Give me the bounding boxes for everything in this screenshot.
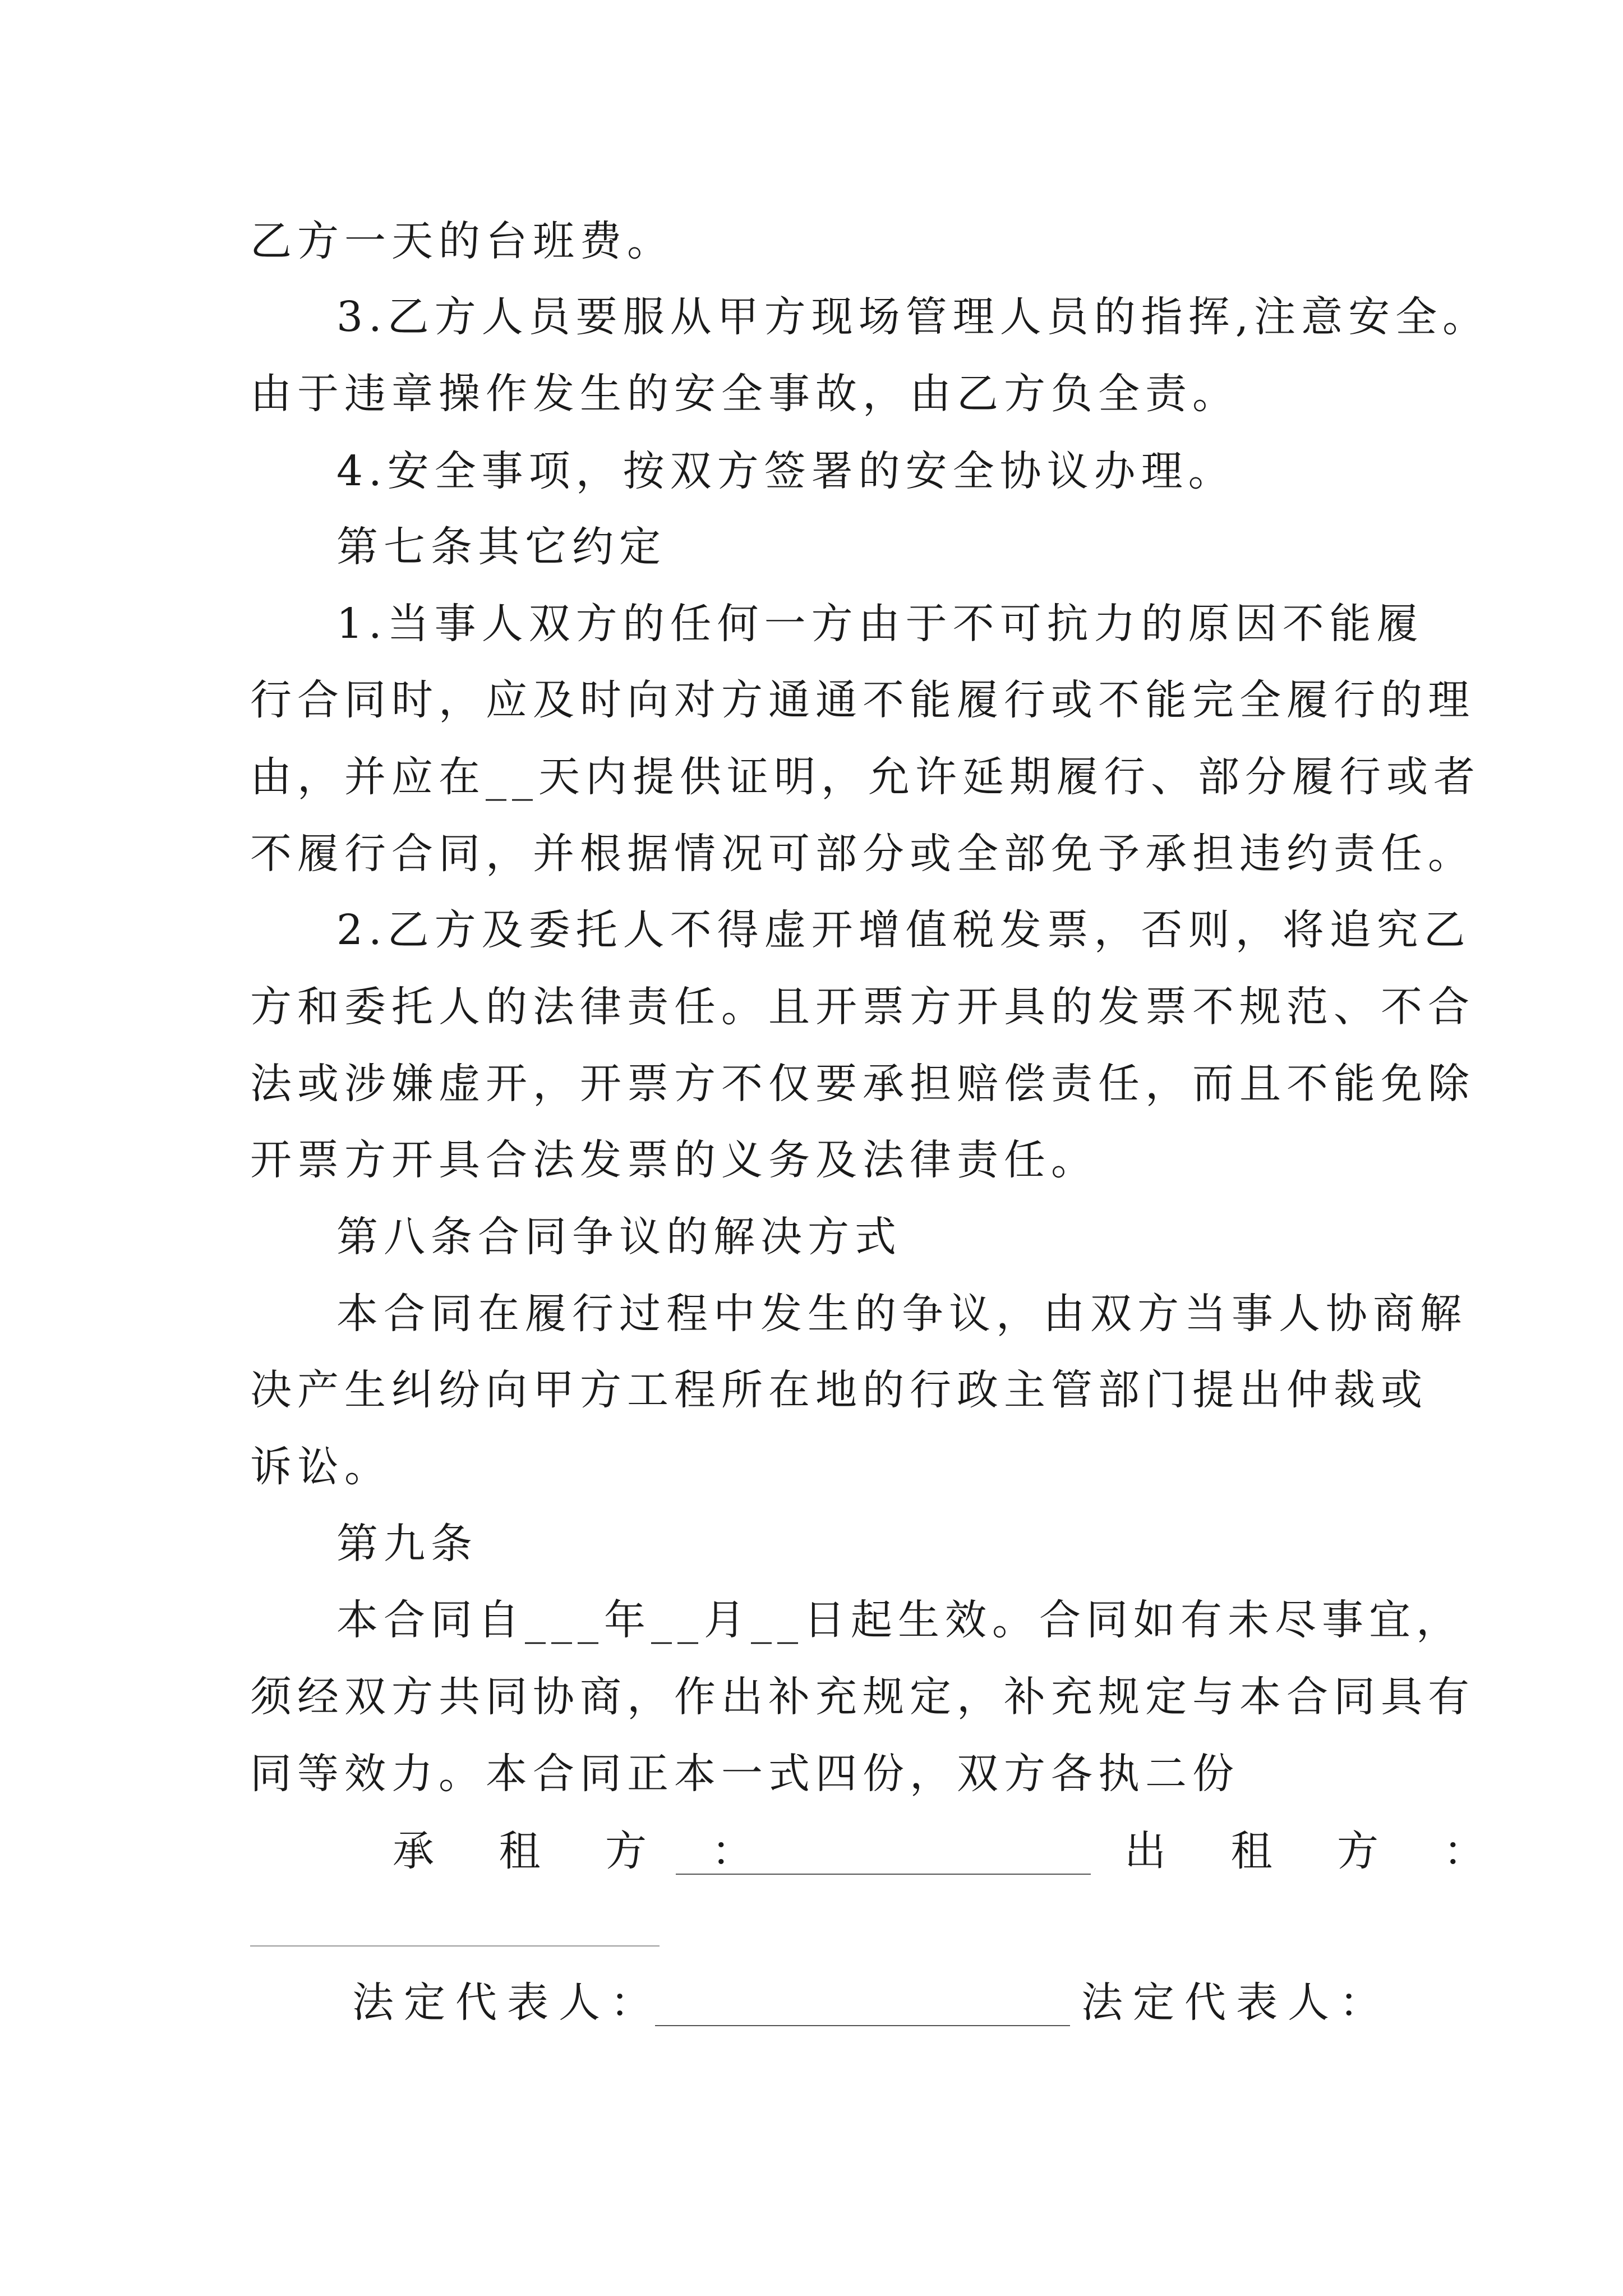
text-line-11: 方和委托人的法律责任。且开票方开具的发票不规范、不合	[250, 983, 1475, 1031]
text-line-17: 诉讼。	[250, 1443, 391, 1491]
text-line-1: 乙方一天的台班费。	[250, 217, 674, 265]
section-heading-7: 第七条其它约定	[336, 523, 666, 571]
text-line-2: 3.乙方人员要服从甲方现场管理人员的指挥,注意安全。	[336, 293, 1490, 341]
text-line-9: 不履行合同，并根据情况可部分或全部免予承担违约责任。	[250, 830, 1475, 878]
text-line-4: 4.安全事项，按双方签署的安全协议办理。	[336, 447, 1235, 495]
text-line-6: 1.当事人双方的任何一方由于不可抗力的原因不能履	[336, 600, 1424, 648]
text-line-13: 开票方开具合法发票的义务及法律责任。	[250, 1136, 1098, 1184]
text-line-19: 本合同自___年__月__日起生效。合同如有未尽事宜，	[336, 1596, 1463, 1644]
lessor-label: 出 租 方 ：	[1124, 1827, 1511, 1875]
text-line-10: 2.乙方及委托人不得虚开增值税发票，否则，将追究乙	[336, 906, 1471, 954]
text-line-20: 须经双方共同协商，作出补充规定，补充规定与本合同具有	[250, 1673, 1475, 1721]
legal-rep-label: 法定代表人：	[352, 1978, 662, 2027]
lessee-signature-line	[676, 1874, 1091, 1875]
text-line-15: 本合同在履行过程中发生的争议，由双方当事人协商解	[336, 1290, 1467, 1338]
lessor-signature-line	[250, 1945, 660, 1947]
text-line-8: 由，并应在__天内提供证明，允许延期履行、部分履行或者	[250, 753, 1481, 801]
section-heading-8: 第八条合同争议的解决方式	[336, 1213, 902, 1261]
text-line-12: 法或涉嫌虚开，开票方不仅要承担赔偿责任，而且不能免除	[250, 1060, 1475, 1108]
legal-rep-label-right: 法定代表人：	[1081, 1978, 1391, 2027]
legal-rep-signature-line	[655, 2025, 1070, 2026]
text-line-7: 行合同时，应及时向对方通通不能履行或不能完全履行的理	[250, 676, 1475, 724]
text-line-16: 决产生纠纷向甲方工程所在地的行政主管部门提出仲裁或	[250, 1366, 1428, 1414]
text-line-21: 同等效力。本合同正本一式四份，双方各执二份	[250, 1750, 1239, 1798]
lessee-label: 承 租 方 ：	[393, 1827, 779, 1875]
section-heading-9: 第九条	[336, 1520, 478, 1568]
text-line-3: 由于违章操作发生的安全事故，由乙方负全责。	[250, 370, 1239, 418]
